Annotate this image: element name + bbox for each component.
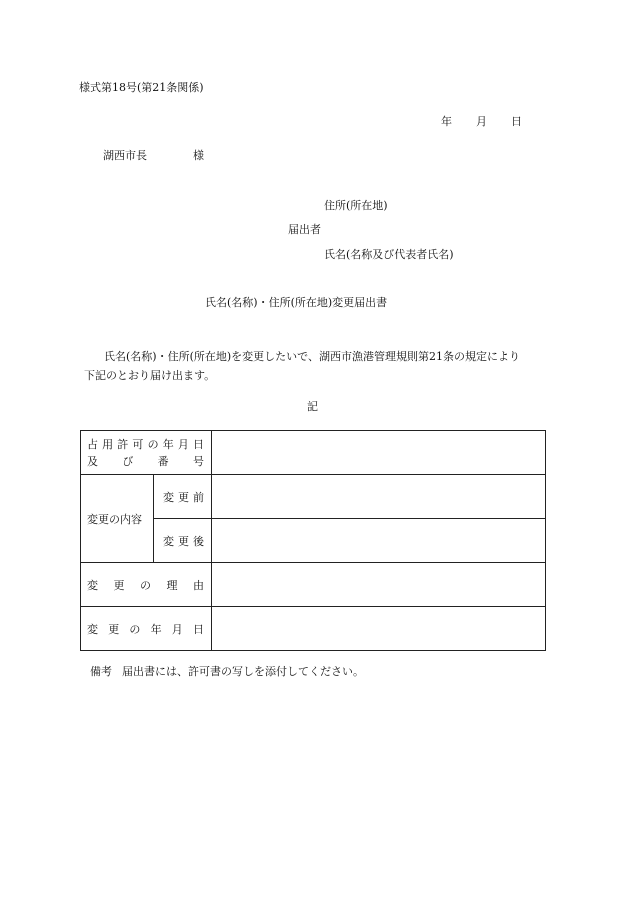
remarks-label: 備考 <box>90 665 112 678</box>
before-label-cell <box>154 475 212 519</box>
reason-value-field[interactable] <box>212 563 546 607</box>
form-number: 様式第18号(第21条関係) <box>79 81 204 94</box>
after-label: 変 更 後 <box>163 534 204 548</box>
notifier-name-label: 氏名(名称及び代表者氏名) <box>324 248 454 261</box>
detail-table <box>80 430 546 651</box>
addressee-honorific: 様 <box>193 149 204 162</box>
before-value-field[interactable] <box>212 475 546 519</box>
notifier-role-label: 届出者 <box>288 223 321 236</box>
before-label: 変 更 前 <box>163 490 204 504</box>
table-row-before <box>81 475 546 519</box>
after-value-field[interactable] <box>212 519 546 563</box>
body-line-2: 下記のとおり届け出ます。 <box>84 369 216 382</box>
table-row-reason <box>81 563 546 607</box>
date-month-label: 月 <box>476 115 487 128</box>
remarks-text: 届出書には、許可書の写しを添付してください。 <box>122 665 364 678</box>
ki-heading: 記 <box>307 400 318 413</box>
change-date-value-field[interactable] <box>212 607 546 651</box>
permit-value-field[interactable] <box>212 431 546 475</box>
date-day-label: 日 <box>511 115 522 128</box>
change-date-label: 変 更 の 年 月 日 <box>87 622 204 636</box>
reason-label-cell <box>81 563 212 607</box>
body-line-1: 氏名(名称)・住所(所在地)を変更したいで、湖西市漁港管理規則第21条の規定により <box>104 350 520 363</box>
permit-label-cell <box>81 431 212 475</box>
permit-date-label: 占 用 許 可 の 年 月 日 <box>87 437 204 451</box>
date-year-label: 年 <box>441 115 452 128</box>
table-row-change-date <box>81 607 546 651</box>
change-date-label-cell <box>81 607 212 651</box>
notifier-address-label: 住所(所在地) <box>324 199 388 212</box>
date-line <box>441 116 522 127</box>
permit-number-label: 及 び 番 号 <box>87 454 204 468</box>
document-title: 氏名(名称)・住所(所在地)変更届出書 <box>205 296 388 309</box>
addressee-name: 湖西市長 <box>103 149 147 162</box>
addressee <box>103 150 204 161</box>
change-content-label: 変更の内容 <box>81 475 154 563</box>
reason-label: 変 更 の 理 由 <box>87 578 204 592</box>
table-row-permit <box>81 431 546 475</box>
remarks <box>90 666 364 677</box>
after-label-cell <box>154 519 212 563</box>
body-text <box>80 347 550 385</box>
